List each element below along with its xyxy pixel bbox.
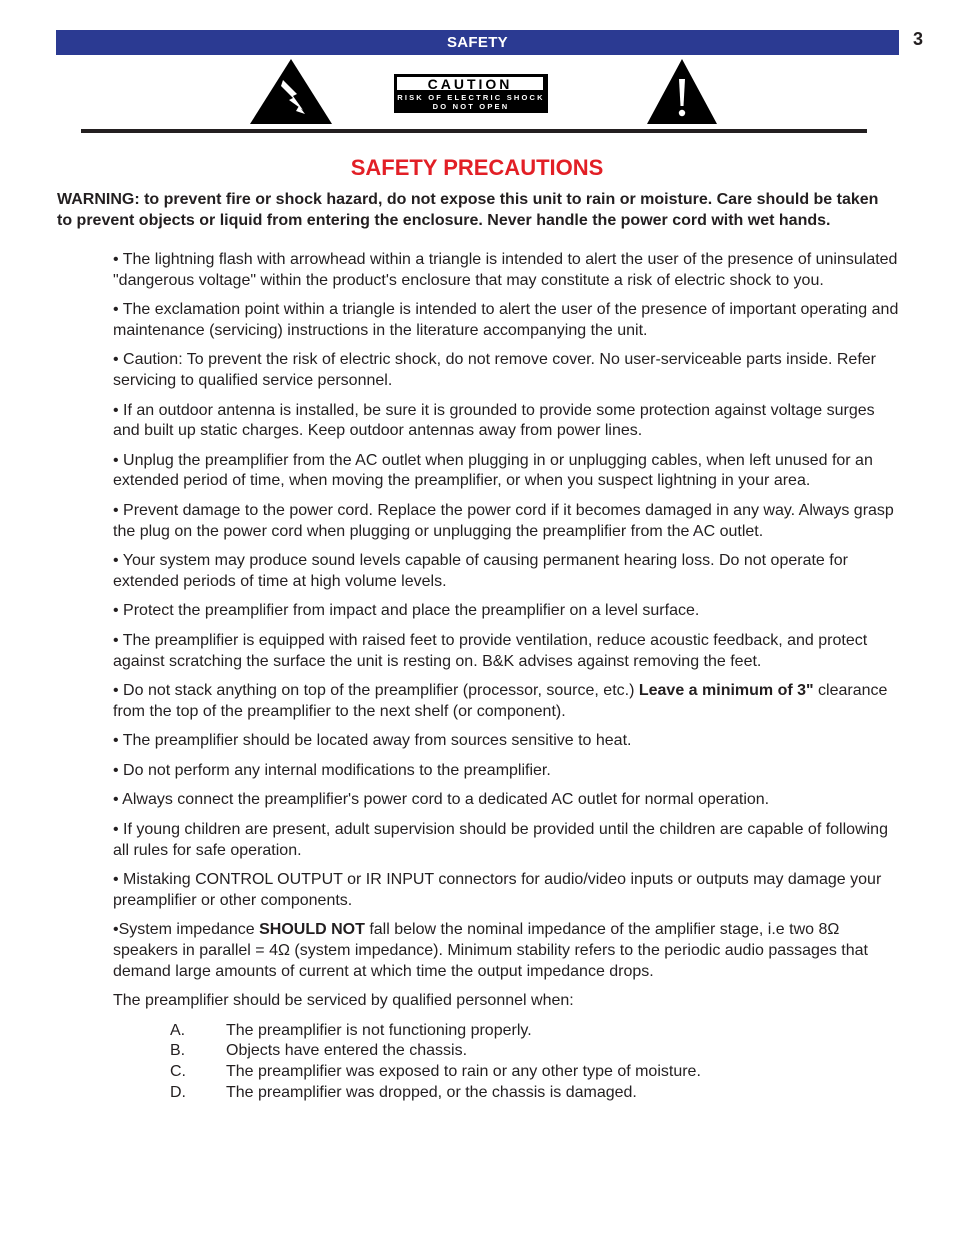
bullet-item: • Protect the preamplifier from impact and place the preamplifier on a level surface. [113, 602, 700, 620]
service-intro: The preamplifier should be serviced by qualified personnel when: [113, 992, 574, 1010]
bullet-item: • The preamplifier is equipped with raised feet to provide ventilation, reduce acoustic feedback, and protect against scratching the surface the unit is resting on. B&K advises against removing the feet. [113, 631, 868, 670]
impedance-bullet [113, 920, 903, 982]
bullet-item: • Always connect the preamplifier's power cord to a dedicated AC outlet for normal operation. [113, 791, 770, 809]
bullet-item: • Mistaking CONTROL OUTPUT or IR INPUT connectors for audio/video inputs or outputs may damage your preamplifier or other components. [113, 871, 882, 909]
stack-bullet-lead: • Do not stack anything on top of the preamplifier (processor, source, etc.) [113, 682, 639, 700]
impedance-bullet-emphasis: SHOULD NOT [259, 921, 365, 939]
list-text: Objects have entered the chassis. [226, 1042, 468, 1060]
bullet-item: • Prevent damage to the power cord. Replace the power cord if it becomes damaged in any way. Always grasp the plug on the power cord when plugging or unplugging the preamplifier from the AC outlet. [113, 501, 894, 540]
list-item [113, 1021, 903, 1042]
divider-rule [81, 129, 867, 133]
list-text: The preamplifier was dropped, or the chassis is damaged. [226, 1083, 637, 1101]
bullet-item: • The lightning flash with arrowhead within a triangle is intended to alert the user of the presence of uninsulated "dangerous voltage" within the product's enclosure that may constitute a risk of electric shock to you. [113, 251, 898, 289]
bullet-item: • Do not perform any internal modifications to the preamplifier. [113, 761, 551, 779]
caution-line-1: RISK OF ELECTRIC SHOCK [397, 93, 545, 102]
exclamation-warning-triangle-icon [646, 58, 718, 125]
impedance-bullet-rest: fall below the nominal impedance of the amplifier stage, i.e two 8Ω speakers in parallel = 4Ω (system impedance). Minimum stability refers to the periodic audio passages that demand large amounts of current at which time the output impedance drops. [113, 921, 868, 980]
impedance-bullet-lead: •System impedance [113, 921, 260, 939]
bullet-item: • Your system may produce sound levels capable of causing permanent hearing loss. Do not operate for extended periods of time at high volume levels. [113, 552, 848, 590]
stack-bullet [113, 681, 903, 722]
bullet-item: • The preamplifier should be located away from sources sensitive to heat. [113, 732, 632, 750]
list-item [113, 1041, 903, 1062]
stack-bullet-rest: clearance from the top of the preamplifier to the next shelf (or component). [113, 682, 888, 720]
list-item [113, 1062, 903, 1083]
page-number: 3 [913, 29, 924, 49]
page-title: SAFETY PRECAUTIONS [350, 155, 604, 180]
caution-label [394, 74, 548, 113]
list-text: The preamplifier was exposed to rain or any other type of moisture. [226, 1063, 701, 1080]
service-list [113, 1021, 903, 1103]
warning-paragraph: WARNING: to prevent fire or shock hazard, do not expose this unit to rain or moisture. Care should be taken to prevent objects or liquid from entering the enclosure. Never handle the power cord with wet hands. [57, 191, 879, 229]
list-letter: C. [170, 1063, 186, 1080]
list-text: The preamplifier is not functioning properly. [226, 1021, 532, 1039]
caution-title: CAUTION [397, 77, 543, 90]
bullet-item: • If young children are present, adult supervision should be provided until the children are capable of following all rules for safe operation. [113, 821, 888, 859]
bullet-item: • If an outdoor antenna is installed, be sure it is grounded to provide some protection against voltage surges and built up static charges. Keep outdoor antennas away from power lines. [113, 401, 875, 440]
lightning-warning-triangle-icon [249, 58, 333, 125]
section-header-bar [56, 30, 899, 55]
list-letter: A. [170, 1021, 186, 1039]
caution-line-2: DO NOT OPEN [432, 102, 510, 111]
list-item [113, 1083, 903, 1104]
bullet-item: • The exclamation point within a triangle is intended to alert the user of the presence of important operating and maintenance (servicing) instructions in the literature accompanying the unit. [113, 301, 899, 339]
list-letter: B. [170, 1042, 186, 1060]
bullet-item: • Caution: To prevent the risk of electric shock, do not remove cover. No user-serviceable parts inside. Refer servicing to qualified service personnel. [113, 351, 876, 389]
section-title: SAFETY [447, 34, 508, 51]
bullet-item: • Unplug the preamplifier from the AC outlet when plugging in or unplugging cables, when left unused for an extended period of time, when moving the preamplifier, or when you suspect lightning in your area. [113, 451, 873, 490]
precautions-body [113, 250, 903, 1103]
list-letter: D. [170, 1083, 186, 1101]
stack-bullet-emphasis: Leave a minimum of 3" [638, 682, 814, 700]
